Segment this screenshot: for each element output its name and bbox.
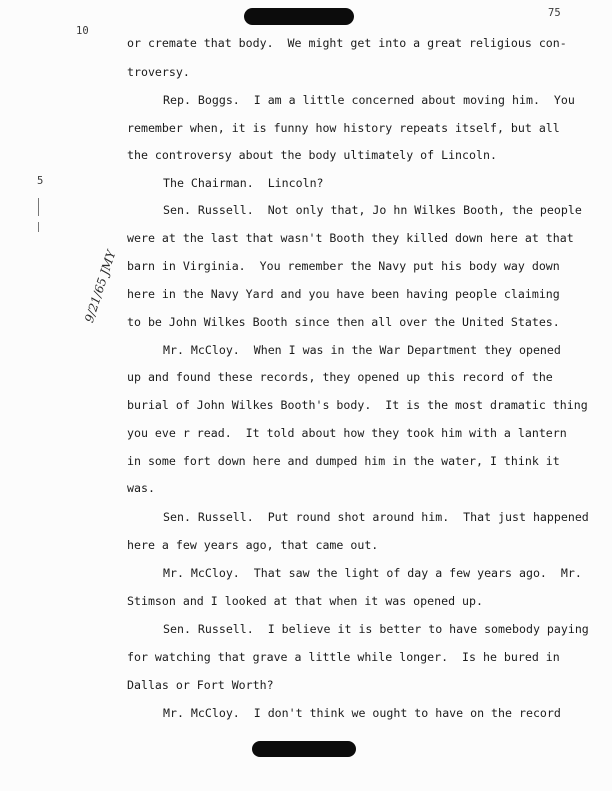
- transcript-line: The Chairman. Lincoln?: [163, 176, 324, 190]
- transcript-line: you eve r read. It told about how they took him with a lantern: [127, 426, 567, 440]
- transcript-line: to be John Wilkes Booth since then all over the United States.: [127, 315, 560, 329]
- page-number: 75: [548, 7, 561, 19]
- transcript-line: was.: [127, 481, 155, 495]
- handwritten-annotation: 9/21/65 JMY: [82, 248, 119, 325]
- transcript-line: for watching that grave a little while longer. Is he bured in: [127, 650, 560, 664]
- transcript-line: or cremate that body. We might get into a great religious con-: [127, 36, 567, 50]
- transcript-line: Sen. Russell. I believe it is better to have somebody paying: [163, 622, 589, 636]
- transcript-line: remember when, it is funny how history repeats itself, but all: [127, 121, 560, 135]
- redaction-bar-top: [244, 8, 354, 25]
- redaction-bar-bottom: [252, 741, 356, 757]
- line-number: 10: [76, 25, 89, 37]
- margin-tick: [38, 222, 39, 232]
- transcript-line: Mr. McCloy. I don't think we ought to have on the record: [163, 706, 561, 720]
- transcript-line: Rep. Boggs. I am a little concerned about moving him. You: [163, 93, 575, 107]
- margin-tick: [38, 198, 39, 216]
- transcript-line: Sen. Russell. Not only that, Jo hn Wilkes Booth, the people: [163, 203, 582, 217]
- transcript-line: in some fort down here and dumped him in the water, I think it: [127, 454, 560, 468]
- transcript-line: Mr. McCloy. That saw the light of day a few years ago. Mr.: [163, 566, 582, 580]
- margin-marker: 5: [37, 175, 44, 187]
- transcript-line: troversy.: [127, 65, 190, 79]
- transcript-line: were at the last that wasn't Booth they killed down here at that: [127, 231, 574, 245]
- transcript-line: barn in Virginia. You remember the Navy put his body way down: [127, 259, 560, 273]
- transcript-line: Stimson and I looked at that when it was opened up.: [127, 594, 483, 608]
- transcript-line: up and found these records, they opened up this record of the: [127, 370, 553, 384]
- transcript-line: Dallas or Fort Worth?: [127, 678, 274, 692]
- transcript-line: burial of John Wilkes Booth's body. It is the most dramatic thing: [127, 398, 588, 412]
- transcript-line: Mr. McCloy. When I was in the War Department they opened: [163, 343, 561, 357]
- transcript-line: the controversy about the body ultimately of Lincoln.: [127, 148, 497, 162]
- transcript-line: Sen. Russell. Put round shot around him. That just happened: [163, 510, 589, 524]
- transcript-line: here a few years ago, that came out.: [127, 538, 379, 552]
- transcript-line: here in the Navy Yard and you have been having people claiming: [127, 287, 560, 301]
